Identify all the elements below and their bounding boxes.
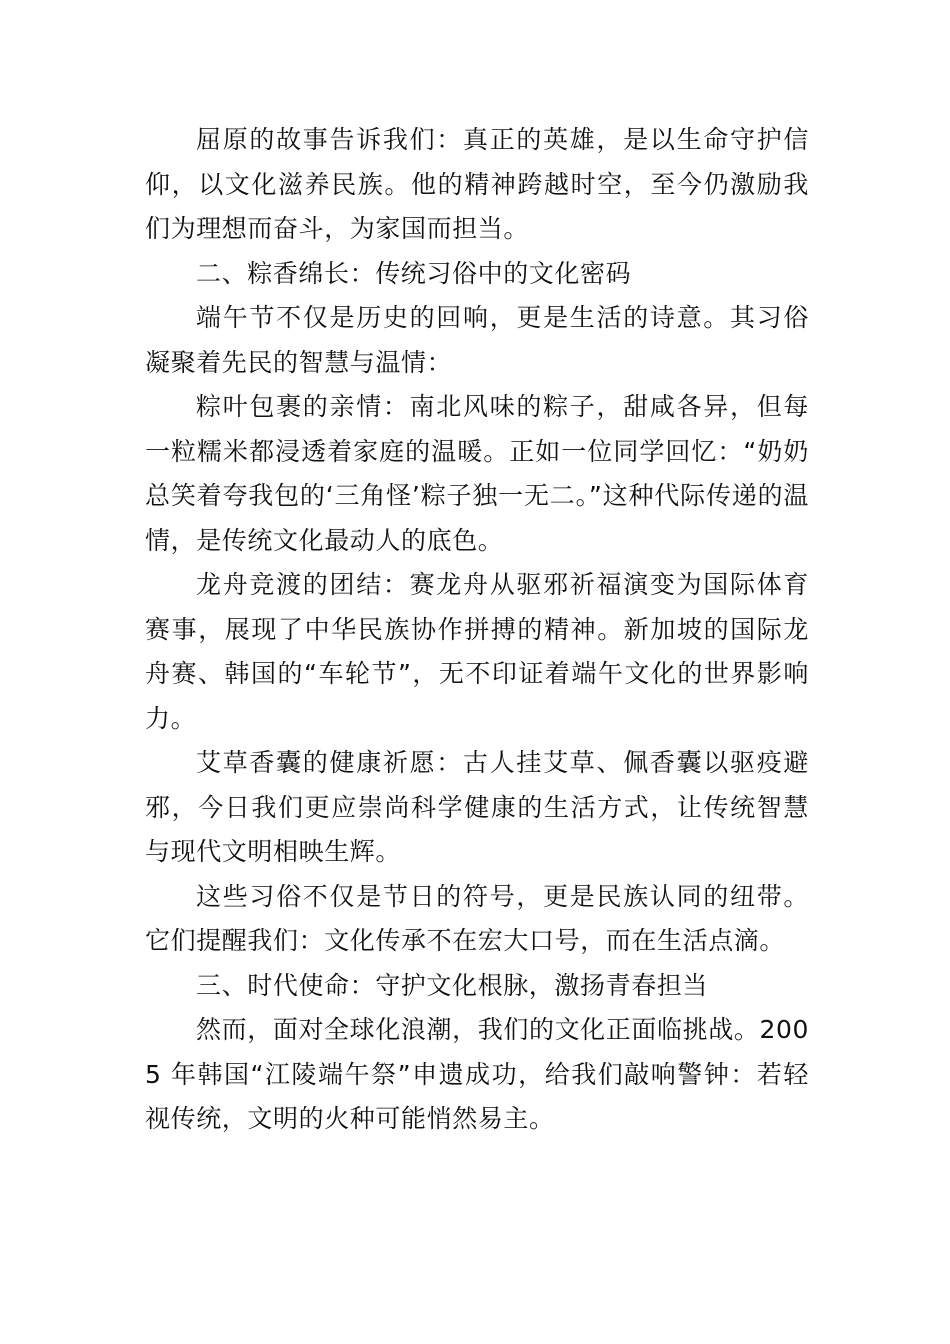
paragraph-customs-intro: 端午节不仅是历史的回响，更是生活的诗意。其习俗凝聚着先民的智慧与温情：	[145, 303, 809, 377]
paragraph-customs-summary: 这些习俗不仅是节日的符号，更是民族认同的纽带。它们提醒我们：文化传承不在宏大口号，而在生活点滴。	[145, 881, 809, 955]
section-heading-3: 三、时代使命：守护文化根脉，激扬青春担当	[196, 970, 709, 1000]
paragraph-mugwort-sachet: 艾草香囊的健康祈愿：古人挂艾草、佩香囊以驱疫避邪，今日我们更应崇尚科学健康的生活方式，让传统智慧与现代文明相映生辉。	[145, 748, 809, 866]
paragraph-challenge: 然而，面对全球化浪潮，我们的文化正面临挑战。2005 年韩国“江陵端午祭”申遗成功，给我们敲响警钟：若轻视传统，文明的火种可能悄然易主。	[145, 1015, 809, 1133]
paragraph-qu-yuan-story: 屈原的故事告诉我们：真正的英雄，是以生命守护信仰，以文化滋养民族。他的精神跨越时空，至今仍激励我们为理想而奋斗，为家国而担当。	[145, 125, 809, 243]
paragraph-zongzi: 粽叶包裹的亲情：南北风味的粽子，甜咸各异，但每一粒糯米都浸透着家庭的温暖。正如一位同学回忆：“奶奶总笑着夸我包的‘三角怪’粽子独一无二。”这种代际传递的温情，是传统文化最动人的底色。	[145, 392, 809, 555]
section-heading-2: 二、粽香绵长：传统习俗中的文化密码	[196, 258, 632, 288]
paragraph-dragon-boat: 龙舟竞渡的团结：赛龙舟从驱邪祈福演变为国际体育赛事，展现了中华民族协作拼搏的精神。新加坡的国际龙舟赛、韩国的“车轮节”，无不印证着端午文化的世界影响力。	[145, 570, 809, 733]
document-body	[145, 118, 809, 1142]
